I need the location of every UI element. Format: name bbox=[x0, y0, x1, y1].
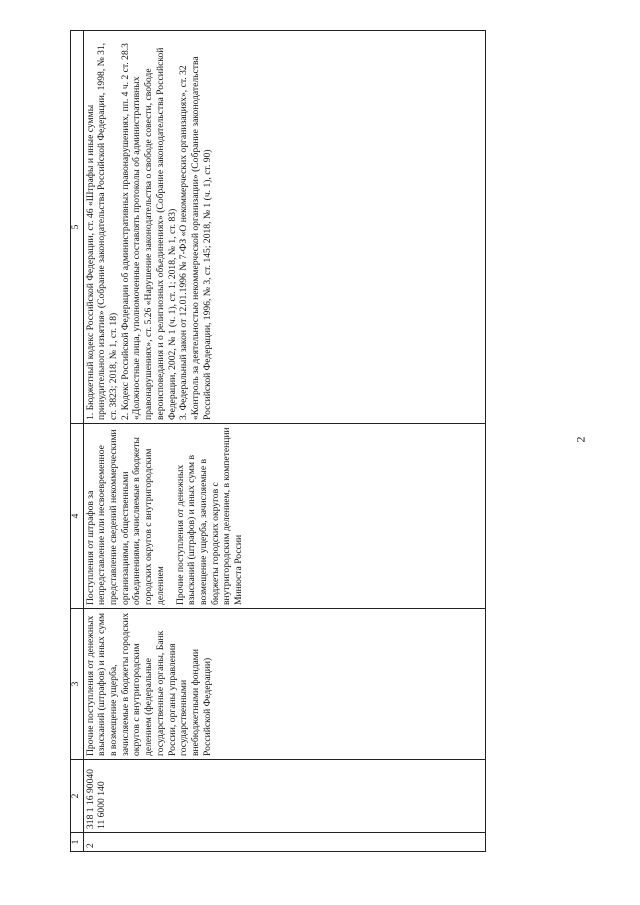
description-paragraph-1: Поступления от штрафов за непредставление или несвоевременное представление сведений некоммерческими организациями, общественными объединениями, зачисляемые в бюджеты городских округов с внутригородским делением bbox=[84, 429, 166, 605]
budget-code-line-1: 318 1 16 90040 bbox=[84, 769, 96, 829]
revenue-name-cell: Прочие поступления от денежных взысканий (штрафов) и иных сумм в возмещение ущерба, зачисляемые в бюджеты городских округов с внутригородским делением (федеральные государственные органы, Банк России, органы управления государственными внебюджетными фондами Российской Федерации) bbox=[83, 609, 485, 760]
legal-basis-item-2: 2. Кодекс Российской Федерации об административных правонарушениях, пп. 4 ч. 2 ст. 28.3 «Должностные лица, уполномоченные составлять протоколы об административных правонарушениях», ст. 5.26 «Нарушение законодательства о свободе совести, свободе вероисповедания и о религиозных объединениях» (Собрание законодательства Российской Федерации, 2002, № 1 (ч. 1), ст. 1; 2018, № 1, ст. 83) bbox=[119, 43, 178, 420]
column-header-3: 3 bbox=[71, 609, 84, 760]
page-number: 2 bbox=[573, 436, 588, 443]
legal-basis-item-3: 3. Федеральный закон от 12.01.1996 № 7-ФЗ «О некоммерческих организациях», ст. 32 «Контроль за деятельностью некоммерческой организации» (Собрание законодательства Российской Федерации, 1996, № 3, ст. 145; 2018, № 1 (ч. 1), ст. 90) bbox=[178, 56, 213, 420]
column-header-5: 5 bbox=[71, 31, 84, 424]
document-table-area bbox=[70, 30, 486, 852]
table-header-row bbox=[71, 31, 84, 852]
budget-code-cell bbox=[83, 760, 485, 833]
budget-code-line-2: 11 6000 140 bbox=[96, 781, 108, 829]
column-header-1: 1 bbox=[71, 833, 84, 852]
row-number-cell: 2 bbox=[83, 833, 485, 852]
column-header-4: 4 bbox=[71, 424, 84, 609]
revenue-description-cell bbox=[83, 424, 485, 609]
legal-basis-cell bbox=[83, 31, 485, 424]
table-row bbox=[83, 31, 485, 852]
legal-basis-item-1: 1. Бюджетный кодекс Российской Федерации, ст. 46 «Штрафы и иные суммы принудительного изъятия» (Собрание законодательства Российской Федерации, 1998, № 31, ст. 3823; 2018, № 1, ст. 18) bbox=[84, 42, 119, 420]
budget-code-table bbox=[70, 30, 486, 852]
description-paragraph-2: Прочие поступления от денежных взысканий (штрафов) и иных сумм в возмещение ущерба, зачисляемые в бюджеты городских округов с внутригородским делением, в компетенции Минюста России bbox=[174, 427, 245, 605]
column-header-2: 2 bbox=[71, 760, 84, 833]
